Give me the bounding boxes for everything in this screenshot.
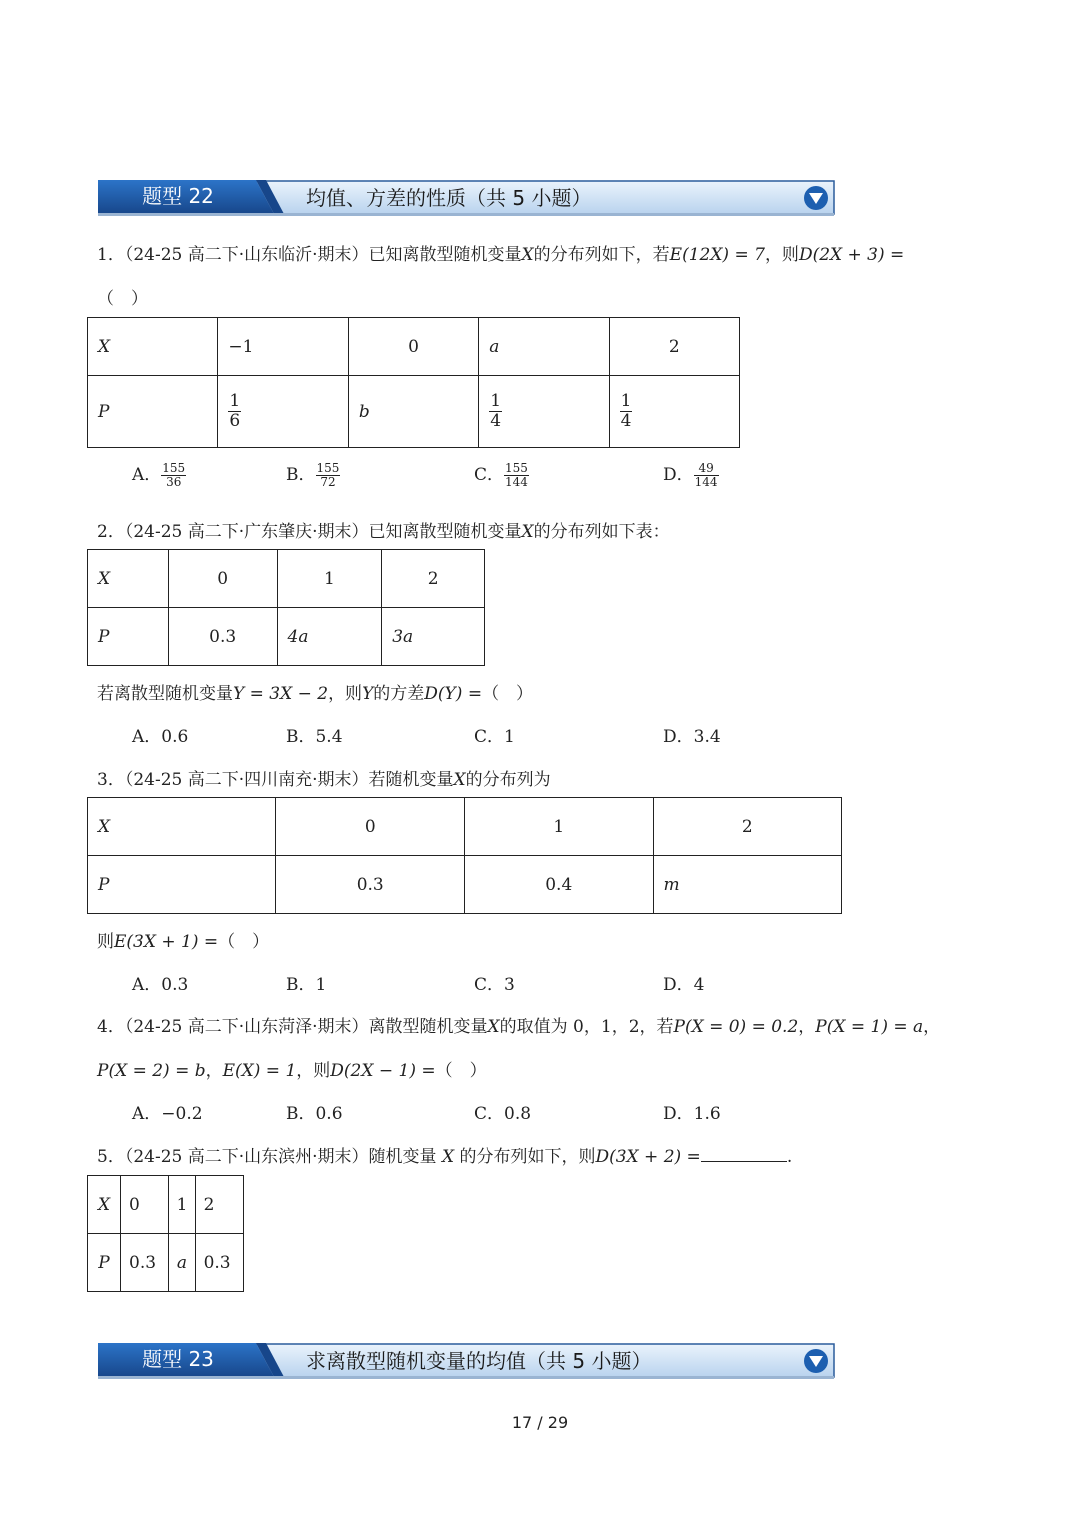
option-c[interactable]: C．1: [474, 727, 515, 747]
section-title: 均值、方差的性质（共 5 小题）: [306, 186, 592, 210]
answer-blank[interactable]: [701, 1145, 787, 1162]
option-a[interactable]: A． $\frac{155}{36}$: [132, 460, 186, 489]
q4-options: [0, 1099, 1080, 1123]
option-d[interactable]: D． $\frac{49}{144}$: [663, 460, 718, 489]
q1-stem: 1．（24-25 高二下·山东临沂·期末）已知离散型随机变量X的分布列如下，若E(12X) = 7，则D(2X + 3) =: [97, 245, 905, 265]
table-cell: 0.3: [168, 608, 277, 666]
option-d[interactable]: D．4: [663, 975, 705, 995]
table-cell: $\frac{1}{4}$: [479, 376, 609, 448]
section-title: 求离散型随机变量的均值（共 5 小题）: [306, 1349, 652, 1373]
table-cell: 0.3: [195, 1234, 243, 1292]
option-d[interactable]: D．3.4: [663, 727, 721, 747]
table-cell: 4a: [277, 608, 382, 666]
table-cell: 0: [168, 550, 277, 608]
table-cell: 0: [348, 318, 478, 376]
q3-options: [0, 970, 1080, 994]
table-cell: 2: [382, 550, 485, 608]
q2-table: [87, 549, 485, 666]
q5-table: [87, 1175, 244, 1292]
table-header-x: X: [88, 1176, 121, 1234]
section-tag: 题型 23: [142, 1347, 214, 1371]
option-a[interactable]: A．0.6: [132, 727, 189, 747]
q2-follow: 若离散型随机变量Y = 3X − 2，则Y的方差D(Y) =（ ）: [97, 684, 534, 704]
option-b[interactable]: B．0.6: [286, 1104, 343, 1124]
option-a[interactable]: A．0.3: [132, 975, 189, 995]
table-header-p: P: [88, 856, 276, 914]
q3-table: [87, 797, 842, 914]
option-c[interactable]: C． $\frac{155}{144}$: [474, 460, 528, 489]
q3-stem: 3．（24-25 高二下·四川南充·期末）若随机变量X的分布列为: [97, 770, 551, 790]
table-cell: 1: [169, 1176, 195, 1234]
q4-line2: P(X = 2) = b，E(X) = 1，则D(2X − 1) =（ ）: [97, 1061, 487, 1081]
table-cell: a: [479, 318, 609, 376]
q1-paren: （ ）: [97, 289, 148, 309]
option-c[interactable]: C．3: [474, 975, 515, 995]
option-b[interactable]: B．1: [286, 975, 327, 995]
page-number: 17 / 29: [511, 1413, 569, 1432]
table-cell: 0: [121, 1176, 169, 1234]
table-cell: a: [169, 1234, 195, 1292]
table-cell: $\frac{1}{6}$: [218, 376, 348, 448]
table-cell: m: [653, 856, 842, 914]
table-cell: 3a: [382, 608, 485, 666]
table-cell: 2: [609, 318, 739, 376]
section-tag: 题型 22: [142, 184, 214, 208]
table-cell: 0.4: [464, 856, 653, 914]
q5-stem: 5．（24-25 高二下·山东滨州·期末）随机变量 X 的分布列如下，则D(3X + 2) = .: [97, 1147, 793, 1167]
section-banner-22: [98, 180, 836, 216]
q4-stem: 4．（24-25 高二下·山东菏泽·期末）离散型随机变量X的取值为 0，1，2，若P(X = 0) = 0.2，P(X = 1) = a，: [97, 1017, 941, 1037]
q2-stem: 2．（24-25 高二下·广东肇庆·期末）已知离散型随机变量X的分布列如下表：: [97, 522, 670, 542]
option-d[interactable]: D．1.6: [663, 1104, 721, 1124]
q1-options: [0, 460, 1080, 500]
q1-table: [87, 317, 740, 448]
option-b[interactable]: B．5.4: [286, 727, 343, 747]
table-cell: 1: [464, 798, 653, 856]
table-header-p: P: [88, 608, 169, 666]
table-header-x: X: [88, 550, 169, 608]
table-cell: −1: [218, 318, 348, 376]
table-cell: $\frac{1}{4}$: [609, 376, 739, 448]
table-cell: 2: [653, 798, 842, 856]
table-header-p: P: [88, 376, 218, 448]
q3-follow: 则E(3X + 1) =（ ）: [97, 932, 270, 952]
q2-options: [0, 722, 1080, 746]
table-cell: 0: [276, 798, 465, 856]
table-header-x: X: [88, 318, 218, 376]
section-banner-23: [98, 1343, 836, 1379]
table-cell: 2: [195, 1176, 243, 1234]
table-cell: b: [348, 376, 478, 448]
option-c[interactable]: C．0.8: [474, 1104, 532, 1124]
table-cell: 0.3: [276, 856, 465, 914]
table-header-x: X: [88, 798, 276, 856]
table-header-p: P: [88, 1234, 121, 1292]
table-cell: 0.3: [121, 1234, 169, 1292]
option-b[interactable]: B． $\frac{155}{72}$: [286, 460, 340, 489]
table-cell: 1: [277, 550, 382, 608]
option-a[interactable]: A．−0.2: [132, 1104, 203, 1124]
